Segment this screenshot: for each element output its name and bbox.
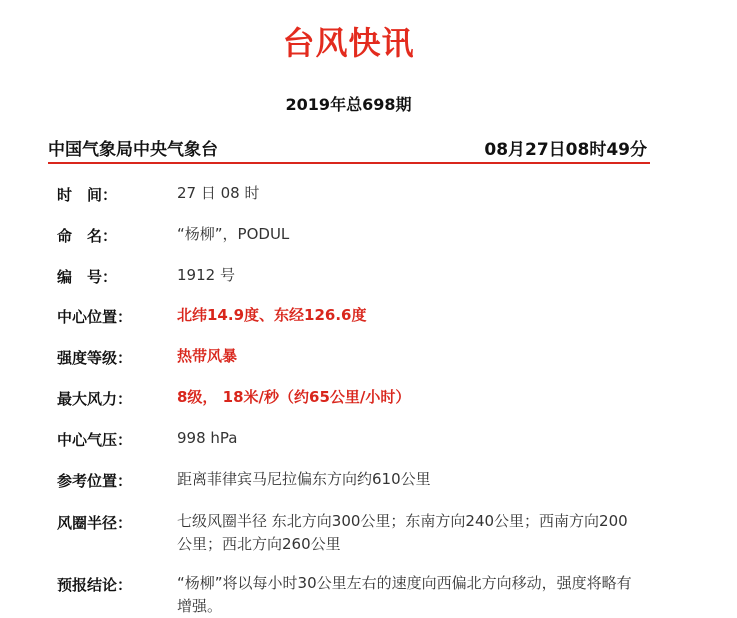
field-value: 998 hPa <box>177 429 238 447</box>
field-value: 1912 号 <box>177 266 235 284</box>
issue-number: 2019年总698期 <box>285 95 412 114</box>
field-label: 编 号： <box>57 268 118 286</box>
field-value: “杨柳”，PODUL <box>177 225 290 243</box>
field-label: 命 名： <box>57 227 118 245</box>
source-bar <box>48 132 650 164</box>
field-value: 北纬14.9度、东经126.6度 <box>177 306 367 324</box>
field-label: 强度等级： <box>57 349 133 367</box>
field-label: 中心位置： <box>57 308 133 326</box>
field-value: 七级风圈半径 东北方向300公里；东南方向240公里；西南方向200公里；西北方向260公里 <box>177 512 628 553</box>
field-value: 距离菲律宾马尼拉偏东方向约610公里 <box>177 470 431 488</box>
field-value: 27 日 08 时 <box>177 184 260 202</box>
field-label: 最大风力： <box>57 390 133 408</box>
field-label: 时 间： <box>57 186 118 204</box>
field-value: 热带风暴 <box>177 347 238 365</box>
field-label: 中心气压： <box>57 431 133 449</box>
field-label: 预报结论： <box>57 576 133 594</box>
issue-datetime: 08月27日08时49分 <box>484 140 647 160</box>
field-label: 参考位置： <box>57 472 133 490</box>
field-value: 8级， 18米/秒（约65公里/小时） <box>177 388 411 406</box>
source-agency: 中国气象局中央气象台 <box>48 140 218 160</box>
field-label: 风圈半径： <box>57 514 133 532</box>
field-value: “杨柳”将以每小时30公里左右的速度向西偏北方向移动，强度将略有增强。 <box>177 574 632 615</box>
page-title: 台风快讯 <box>282 24 415 62</box>
